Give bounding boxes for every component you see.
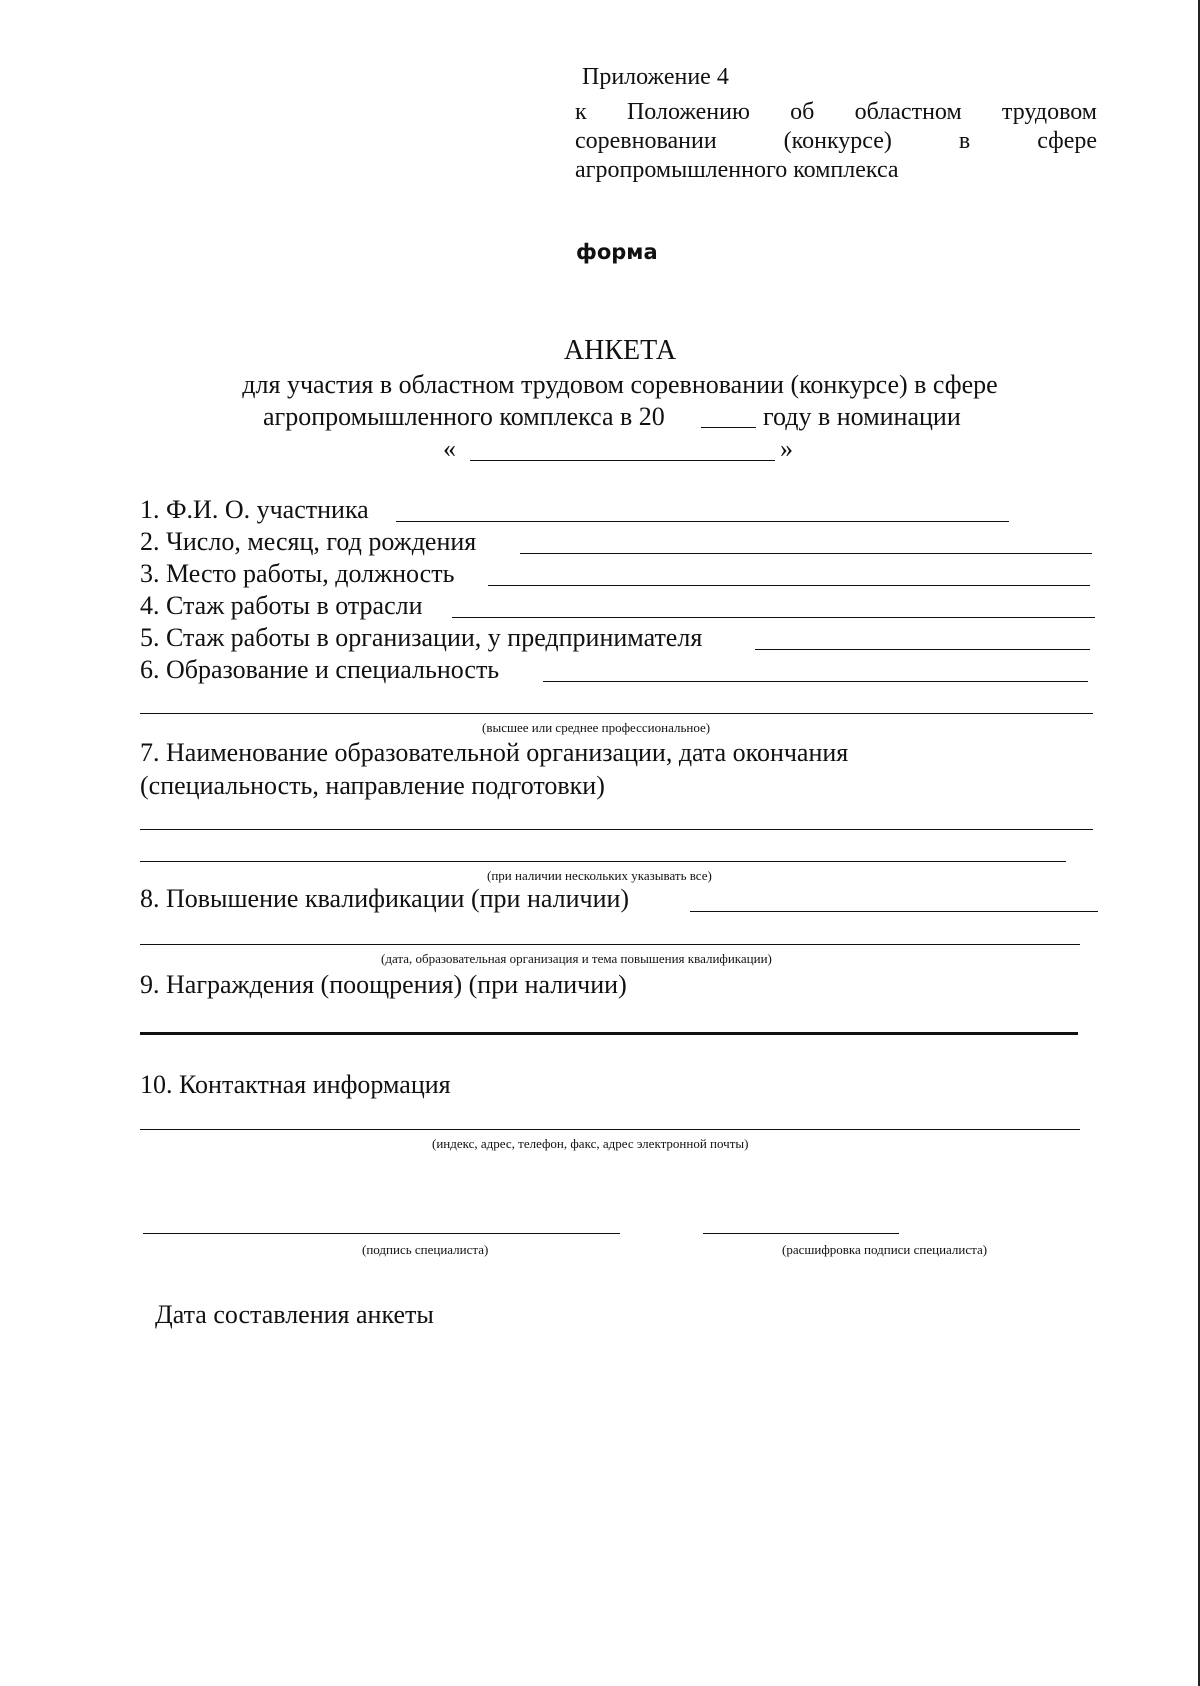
field-6-line2[interactable] — [140, 713, 1093, 714]
appendix-ref-line2: соревновании (конкурсе) в сфере — [575, 128, 1097, 154]
form-subtitle-line1: для участия в областном трудовом соревновании (конкурсе) в сфере — [242, 370, 998, 399]
field-6-line[interactable] — [543, 681, 1088, 682]
field-10-label: 10. Контактная информация — [140, 1070, 451, 1099]
signature-line[interactable] — [143, 1233, 620, 1234]
signature-decode-line[interactable] — [703, 1233, 899, 1234]
year-blank[interactable] — [701, 427, 756, 428]
field-6-label: 6. Образование и специальность — [140, 655, 500, 684]
field-10-line[interactable] — [140, 1129, 1080, 1130]
field-6-hint: (высшее или среднее профессиональное) — [482, 720, 711, 735]
field-1-label: 1. Ф.И. О. участника — [140, 495, 369, 524]
field-2-line[interactable] — [520, 553, 1092, 554]
field-4-label: 4. Стаж работы в отрасли — [140, 591, 423, 620]
field-1-line[interactable] — [396, 521, 1009, 522]
field-3-line[interactable] — [488, 585, 1090, 586]
field-8-label: 8. Повышение квалификации (при наличии) — [140, 884, 630, 913]
quote-close: » — [780, 434, 793, 463]
field-4-line[interactable] — [452, 617, 1095, 618]
field-7-label-line2: (специальность, направление подготовки) — [140, 771, 605, 800]
field-3-label: 3. Место работы, должность — [140, 559, 455, 588]
field-9-label: 9. Награждения (поощрения) (при наличии) — [140, 970, 627, 999]
field-10-hint: (индекс, адрес, телефон, факс, адрес электронной почты) — [432, 1136, 749, 1151]
form-subtitle-line2-pre: агропромышленного комплекса в 20 — [263, 402, 665, 431]
field-7-hint: (при наличии нескольких указывать все) — [487, 868, 712, 883]
field-7-line1[interactable] — [140, 829, 1093, 830]
appendix-title: Приложение 4 — [582, 64, 729, 90]
field-2-label: 2. Число, месяц, год рождения — [140, 527, 477, 556]
signature-hint: (подпись специалиста) — [362, 1242, 489, 1257]
field-7-label-line1: 7. Наименование образовательной организации, дата окончания — [140, 738, 849, 767]
field-9-line[interactable] — [140, 1032, 1078, 1035]
field-5-label: 5. Стаж работы в организации, у предпринимателя — [140, 623, 703, 652]
field-8-line2[interactable] — [140, 944, 1080, 945]
date-label: Дата составления анкеты — [155, 1300, 434, 1329]
field-7-line2[interactable] — [140, 861, 1066, 862]
field-8-line[interactable] — [690, 911, 1098, 912]
quote-open: « — [443, 434, 456, 463]
field-8-hint: (дата, образовательная организация и тема повышения квалификации) — [381, 951, 772, 966]
appendix-ref-line3: агропромышленного комплекса — [575, 157, 899, 183]
signature-decode-hint: (расшифровка подписи специалиста) — [782, 1242, 988, 1257]
form-subtitle-line2-post: году в номинации — [763, 402, 961, 431]
appendix-ref-line1: к Положению об областном трудовом — [575, 99, 1097, 125]
form-title: АНКЕТА — [563, 335, 677, 366]
form-label: форма — [576, 240, 658, 264]
nomination-blank[interactable] — [470, 460, 775, 461]
field-5-line[interactable] — [755, 649, 1090, 650]
